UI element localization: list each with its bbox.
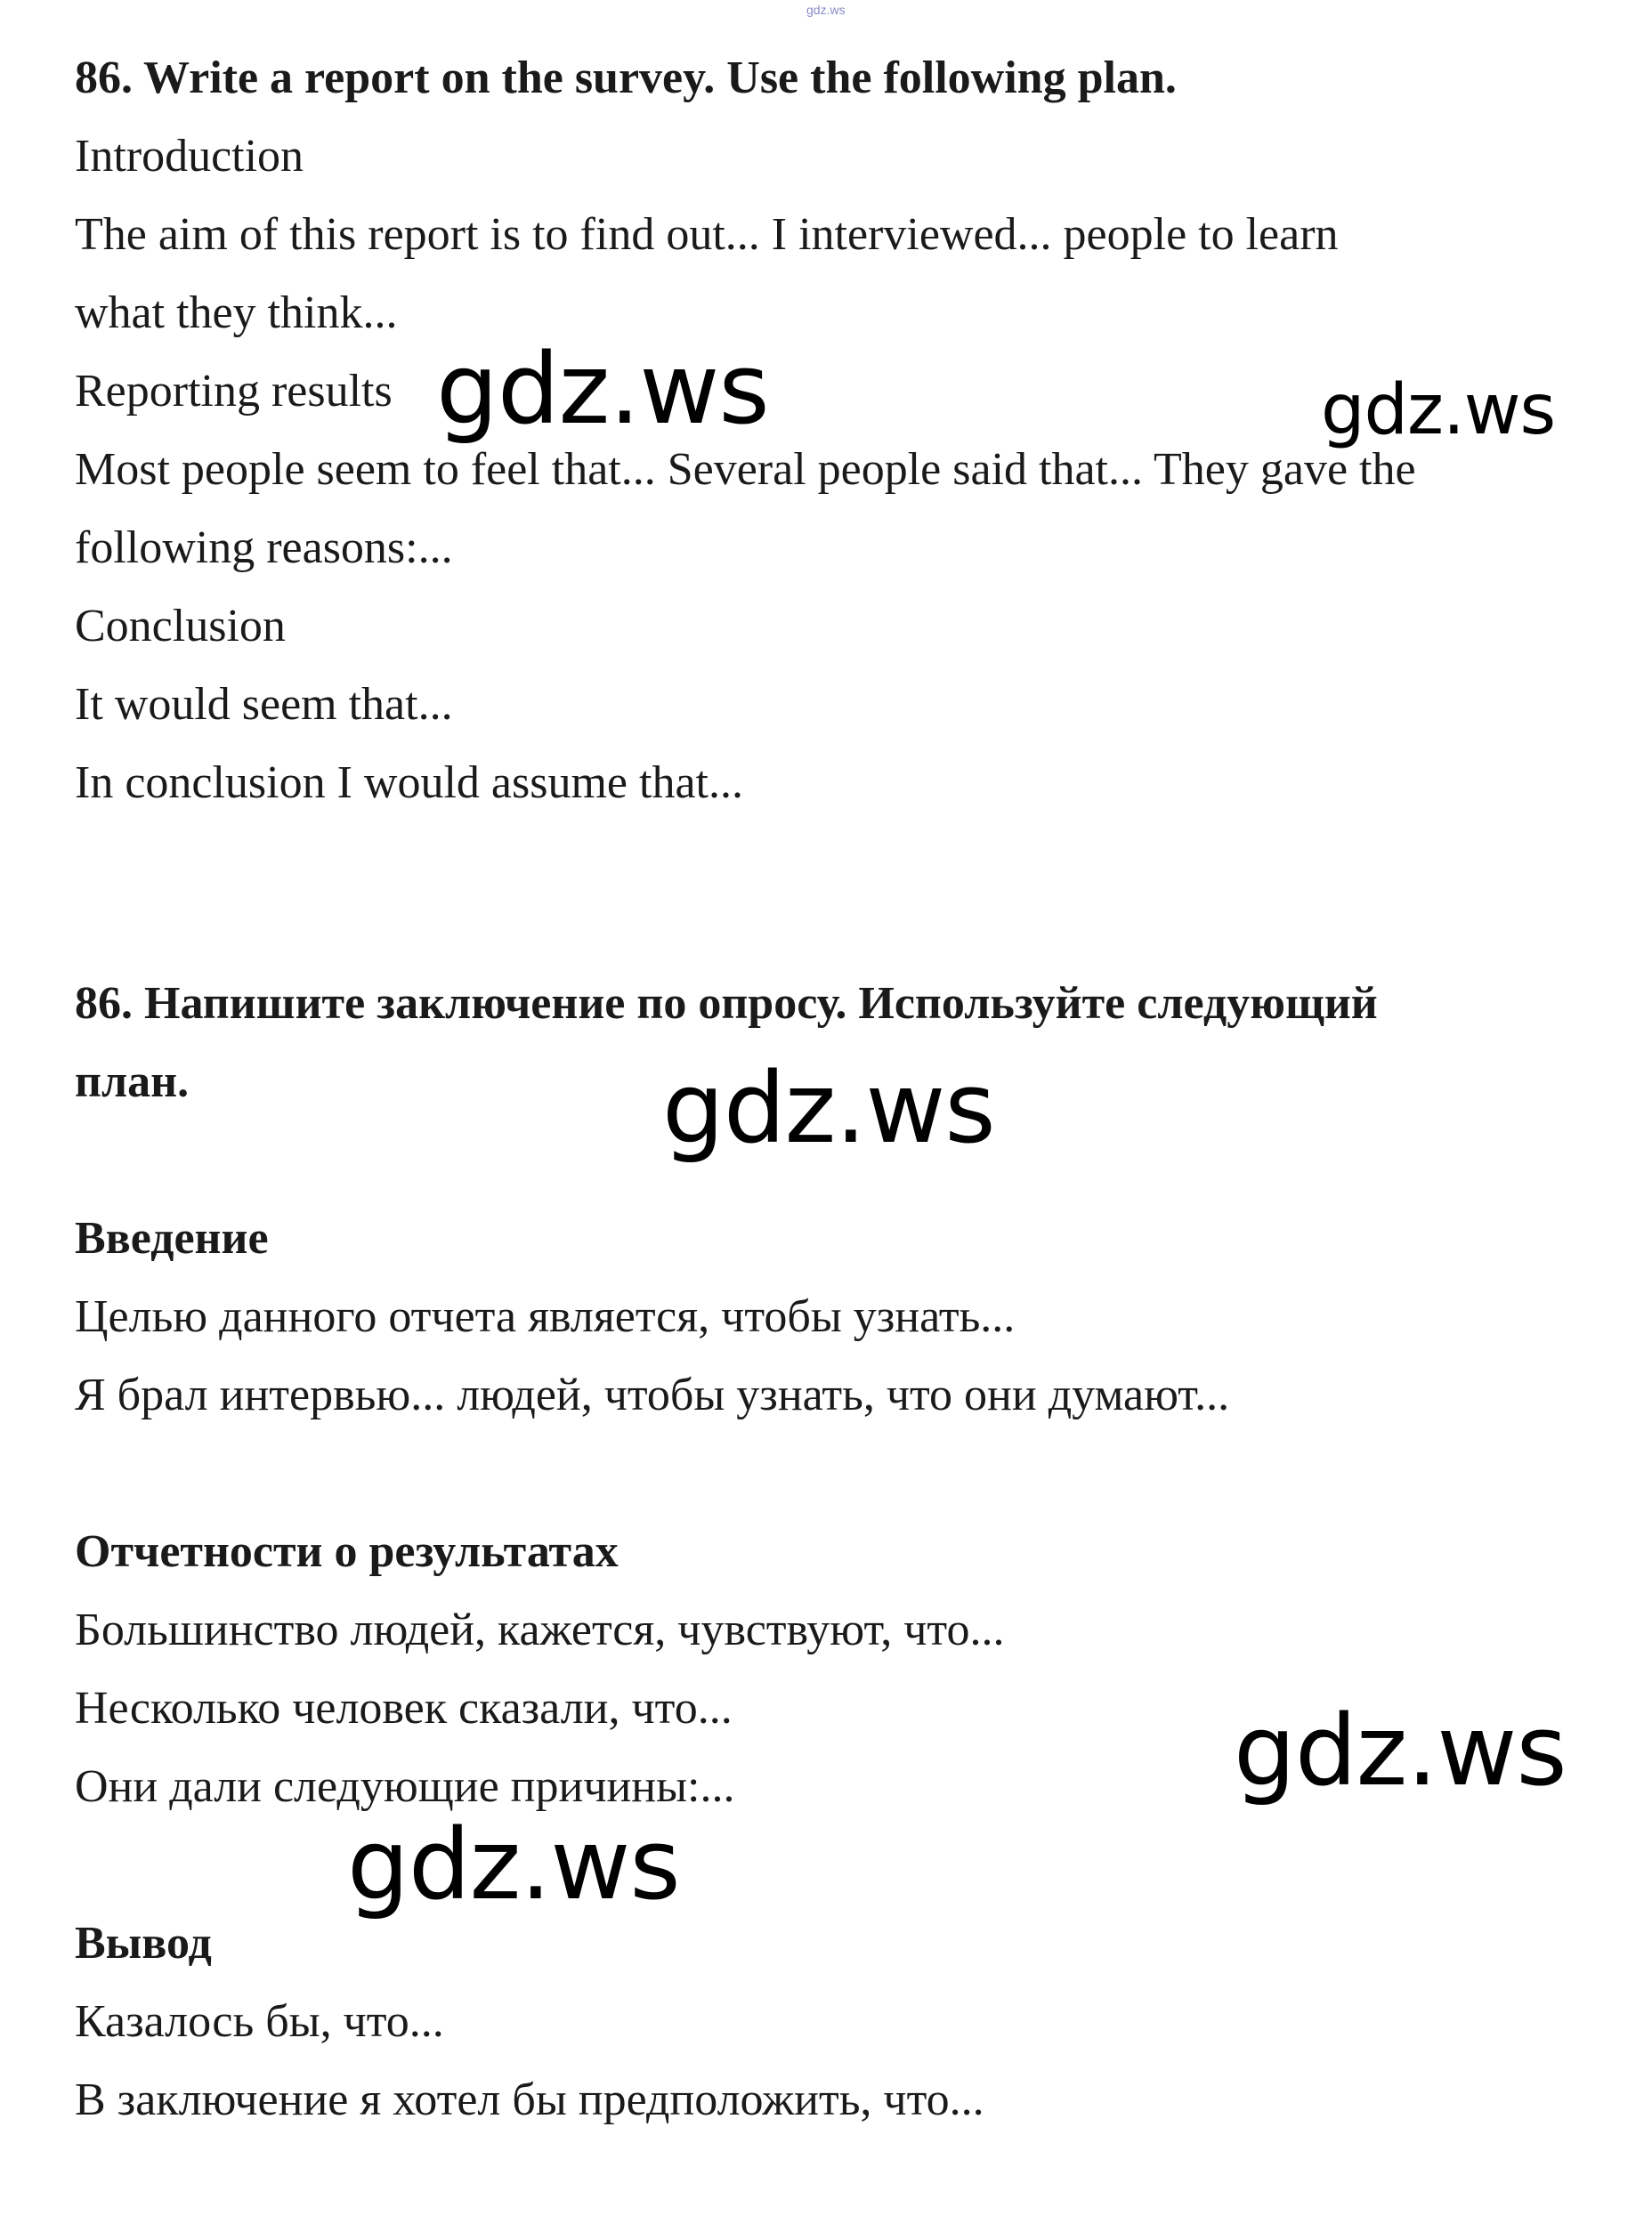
russian-results-line-3: Они дали следующие причины:... (75, 1761, 735, 1812)
english-results-text-line-2: following reasons:... (75, 522, 453, 573)
russian-task-heading-line-2: план. (75, 1056, 190, 1107)
watermark-1: gdz.ws (436, 332, 769, 446)
watermark-3: gdz.ws (662, 1051, 995, 1165)
english-results-text-line-1: Most people seem to feel that... Several people said that... They gave the (75, 444, 1416, 495)
english-conclusion-label: Conclusion (75, 601, 286, 651)
english-conclusion-text-line-1: It would seem that... (75, 679, 453, 730)
russian-introduction-title: Введение (75, 1213, 269, 1264)
russian-results-line-2: Несколько человек сказали, что... (75, 1683, 733, 1734)
top-watermark: gdz.ws (806, 3, 846, 17)
english-reporting-results-label: Reporting results (75, 366, 393, 417)
english-introduction-label: Introduction (75, 131, 304, 182)
english-intro-text-line-2: what they think... (75, 287, 398, 338)
russian-conclusion-line-1: Казалось бы, что... (75, 1996, 444, 2047)
english-task-heading: 86. Write a report on the survey. Use the following plan. (75, 53, 1177, 103)
russian-results-title: Отчетности о результатах (75, 1526, 619, 1577)
english-intro-text-line-1: The aim of this report is to find out... I interviewed... people to learn (75, 209, 1339, 260)
watermark-4: gdz.ws (1234, 1694, 1567, 1808)
watermark-5: gdz.ws (347, 1808, 680, 1921)
russian-task-heading-line-1: 86. Напишите заключение по опросу. Используйте следующий (75, 978, 1378, 1029)
russian-conclusion-line-2: В заключение я хотел бы предположить, что... (75, 2074, 984, 2125)
english-conclusion-text-line-2: In conclusion I would assume that... (75, 757, 743, 808)
russian-introduction-line-2: Я брал интервью... людей, чтобы узнать, что они думают... (75, 1370, 1230, 1420)
russian-results-line-1: Большинство людей, кажется, чувствуют, что... (75, 1605, 1005, 1655)
watermark-2: gdz.ws (1321, 370, 1556, 450)
russian-conclusion-title: Вывод (75, 1918, 212, 1969)
russian-introduction-line-1: Целью данного отчета является, чтобы узнать... (75, 1291, 1016, 1342)
